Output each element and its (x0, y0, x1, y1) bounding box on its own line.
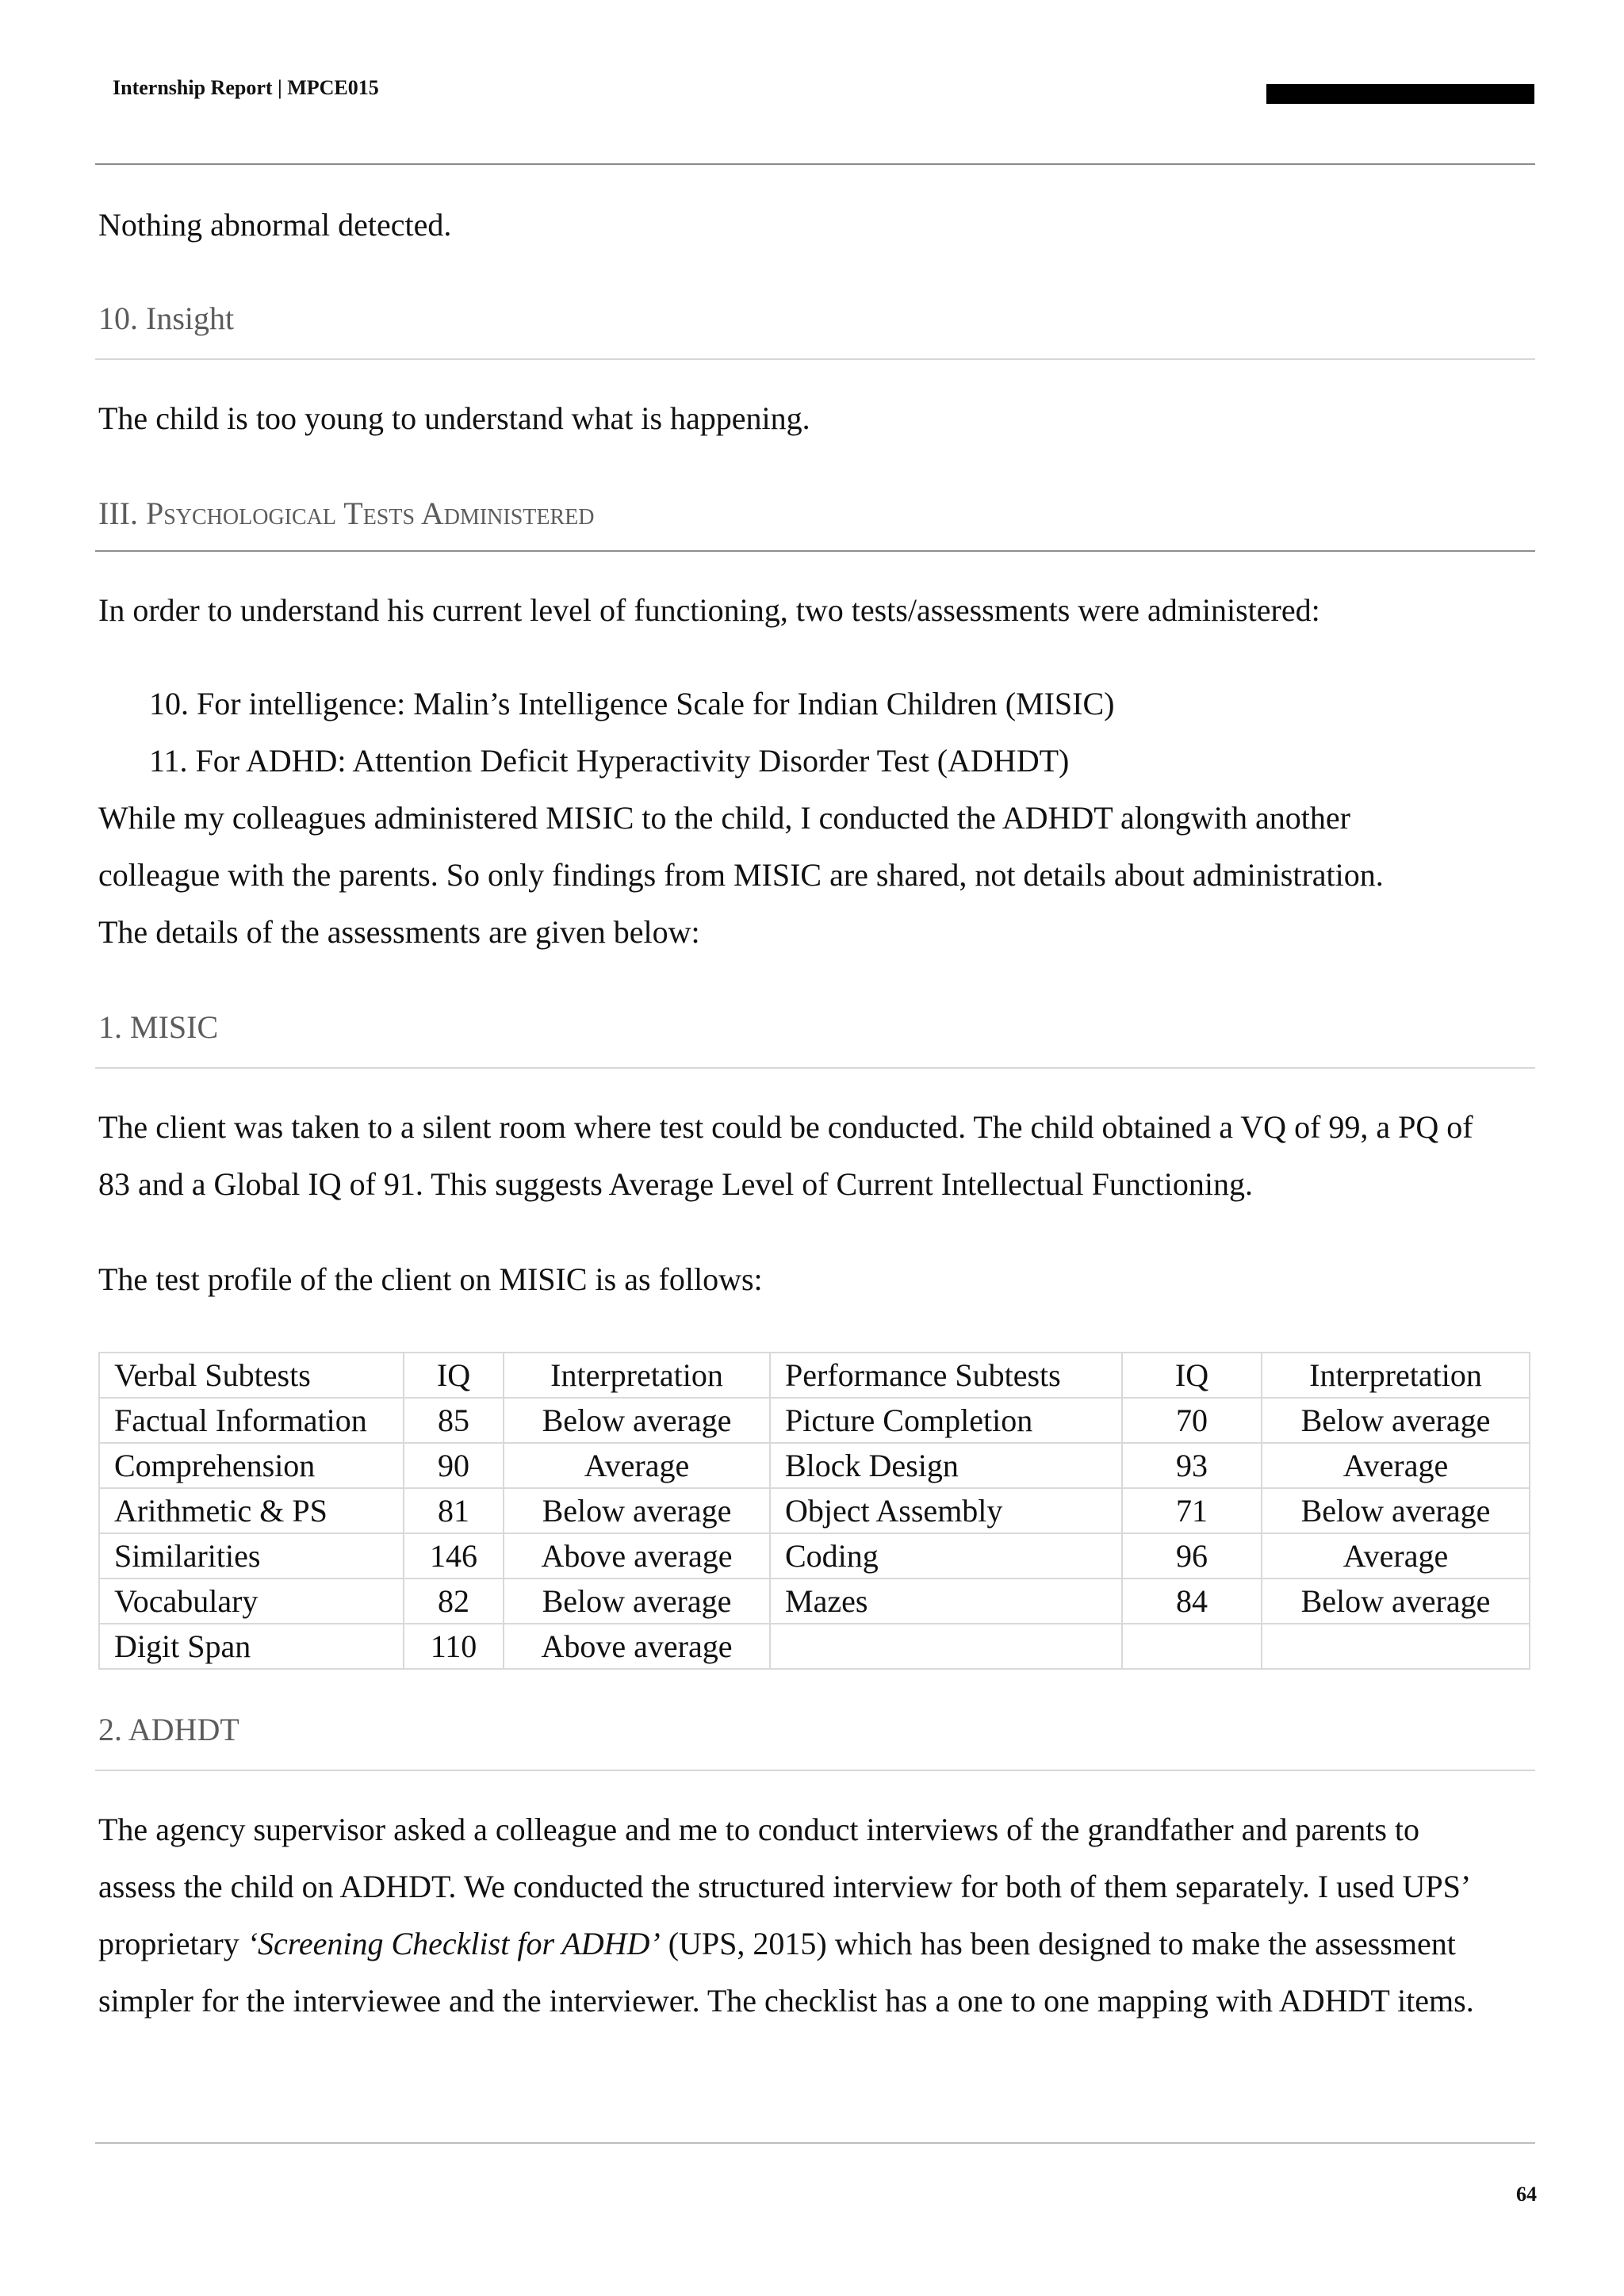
adhdt-text-line (98, 1915, 1538, 1973)
table-cell: 110 (404, 1624, 504, 1669)
adhdt-text-line: assess the child on ADHDT. We conducted the structured interview for both of them separately. I used UPS’ (98, 1869, 1472, 1904)
adhdt-text-line: simpler for the interviewee and the interviewer. The checklist has a one to one mapping with ADHDT items. (98, 1983, 1474, 2019)
header-divider (95, 163, 1535, 165)
table-cell: Above average (504, 1624, 770, 1669)
insight-text: The child is too young to understand what is happening. (98, 400, 810, 436)
misic-text-line: The client was taken to a silent room where test could be conducted. The child obtained a VQ of 99, a PQ of (98, 1109, 1473, 1145)
table-cell: Mazes (770, 1578, 1122, 1624)
adhdt-text-part: (UPS, 2015) which has been designed to make the assessment (660, 1926, 1456, 1961)
table-cell: Above average (504, 1533, 770, 1578)
table-header-cell: IQ (1122, 1353, 1262, 1398)
nothing-abnormal-text: Nothing abnormal detected. (98, 207, 452, 243)
misic-heading: 1. MISIC (98, 1009, 219, 1045)
list-item: 10. For intelligence: Malin’s Intelligence Scale for Indian Children (MISIC) (149, 686, 1115, 721)
table-cell: Below average (504, 1578, 770, 1624)
table-cell: 93 (1122, 1443, 1262, 1488)
insight-divider (95, 358, 1535, 360)
table-cell: Below average (504, 1398, 770, 1443)
admin-text-line: While my colleagues administered MISIC to the child, I conducted the ADHDT alongwith another (98, 800, 1350, 836)
adhdt-text-part: proprietary (98, 1926, 247, 1961)
table-cell: Comprehension (99, 1443, 404, 1488)
table-cell: 71 (1122, 1488, 1262, 1533)
table-header-cell: IQ (404, 1353, 504, 1398)
table-row (99, 1624, 1530, 1669)
table-cell: 81 (404, 1488, 504, 1533)
table-cell: 85 (404, 1398, 504, 1443)
table-cell: Below average (1262, 1578, 1530, 1624)
table-row (99, 1398, 1530, 1443)
list-item: 11. For ADHD: Attention Deficit Hyperactivity Disorder Test (ADHDT) (149, 743, 1070, 779)
misic-text-line: 83 and a Global IQ of 91. This suggests Average Level of Current Intellectual Functioning. (98, 1166, 1253, 1202)
table-cell: Below average (1262, 1398, 1530, 1443)
table-cell: 82 (404, 1578, 504, 1624)
page-number: 64 (1516, 2183, 1537, 2206)
table-cell (770, 1624, 1122, 1669)
table-cell: Average (1262, 1533, 1530, 1578)
adhdt-divider (95, 1770, 1535, 1771)
running-header: Internship Report | MPCE015 (113, 76, 379, 99)
table-row (99, 1443, 1530, 1488)
table-header-row (99, 1353, 1530, 1398)
table-cell: Similarities (99, 1533, 404, 1578)
table-row (99, 1488, 1530, 1533)
admin-text-line: The details of the assessments are given below: (98, 914, 700, 950)
table-cell (1122, 1624, 1262, 1669)
table-cell: Average (504, 1443, 770, 1488)
table-cell: Picture Completion (770, 1398, 1122, 1443)
table-cell: Coding (770, 1533, 1122, 1578)
table-cell: Factual Information (99, 1398, 404, 1443)
table-header-cell: Performance Subtests (770, 1353, 1122, 1398)
section-heading: III. Psychological Tests Administered (98, 496, 595, 531)
table-header-cell: Interpretation (1262, 1353, 1530, 1398)
checklist-title: ‘Screening Checklist for ADHD’ (247, 1926, 661, 1961)
table-row (99, 1578, 1530, 1624)
table-header-cell: Interpretation (504, 1353, 770, 1398)
intro-text: In order to understand his current level of functioning, two tests/assessments were administered: (98, 592, 1320, 628)
adhdt-text-line: The agency supervisor asked a colleague and me to conduct interviews of the grandfather and parents to (98, 1812, 1420, 1847)
table-row (99, 1533, 1530, 1578)
table-cell: Digit Span (99, 1624, 404, 1669)
profile-intro-text: The test profile of the client on MISIC is as follows: (98, 1261, 763, 1297)
admin-text-line: colleague with the parents. So only findings from MISIC are shared, not details about administration. (98, 857, 1384, 893)
table-cell: Below average (1262, 1488, 1530, 1533)
table-cell: 70 (1122, 1398, 1262, 1443)
table-cell: 90 (404, 1443, 504, 1488)
table-cell: Arithmetic & PS (99, 1488, 404, 1533)
footer-divider (95, 2142, 1535, 2144)
section-divider (95, 550, 1535, 552)
table-cell: 84 (1122, 1578, 1262, 1624)
adhdt-heading: 2. ADHDT (98, 1712, 239, 1747)
table-cell: Average (1262, 1443, 1530, 1488)
table-cell: 96 (1122, 1533, 1262, 1578)
table-cell: 146 (404, 1533, 504, 1578)
table-cell (1262, 1624, 1530, 1669)
table-cell: Below average (504, 1488, 770, 1533)
table-cell: Object Assembly (770, 1488, 1122, 1533)
table-cell: Vocabulary (99, 1578, 404, 1624)
misic-divider (95, 1067, 1535, 1069)
insight-heading: 10. Insight (98, 300, 235, 336)
misic-profile-table (98, 1352, 1530, 1670)
redaction-bar (1266, 84, 1534, 104)
table-header-cell: Verbal Subtests (99, 1353, 404, 1398)
table-cell: Block Design (770, 1443, 1122, 1488)
